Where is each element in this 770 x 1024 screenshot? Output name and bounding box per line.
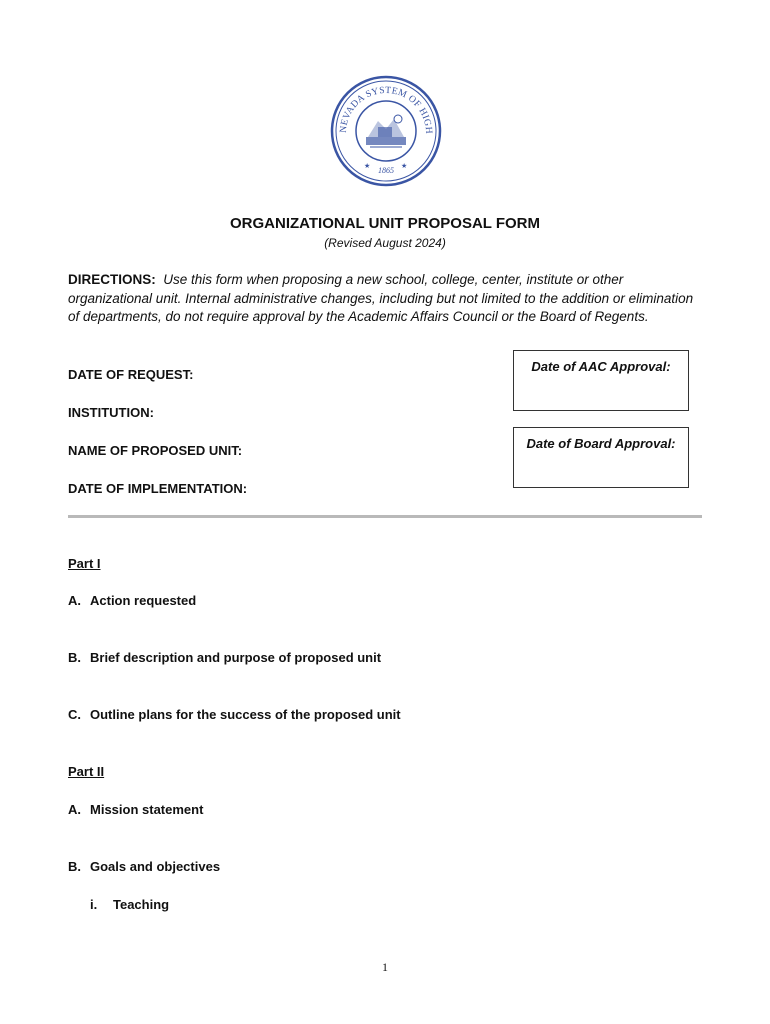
- date-of-implementation-label: DATE OF IMPLEMENTATION:: [68, 481, 248, 496]
- part-2-item-a: [68, 802, 203, 817]
- institution-label: INSTITUTION:: [68, 405, 154, 420]
- svg-text:★: ★: [401, 163, 408, 170]
- seal-year: 1865: [378, 166, 394, 175]
- subitem-number: i.: [90, 897, 98, 912]
- item-number: B.: [68, 859, 81, 874]
- item-label: Outline plans for the success of the proposed unit: [90, 707, 401, 722]
- svg-text:★: ★: [364, 163, 371, 170]
- part-1-item-c: [68, 707, 401, 722]
- seal-graphic: [330, 75, 442, 187]
- form-title: ORGANIZATIONAL UNIT PROPOSAL FORM: [230, 215, 540, 232]
- part-2-subitem-teaching: [90, 897, 169, 912]
- nshe-seal: [330, 75, 442, 187]
- directions-text: Use this form when proposing a new school, college, center, institute or other organizational unit. Internal administrative changes, including but not limited to the addition or elimination of departments, do not require approval by the Academic Affairs Council or the Board of Regents.: [68, 272, 694, 324]
- seal-ring-text: NEVADA SYSTEM OF HIGH: [337, 84, 435, 135]
- item-number: C.: [68, 707, 81, 722]
- part-1-item-a: [68, 593, 196, 608]
- item-number: A.: [68, 593, 81, 608]
- directions-label: DIRECTIONS:: [68, 272, 156, 287]
- part-2-item-b: [68, 859, 220, 874]
- name-of-unit-label: NAME OF PROPOSED UNIT:: [68, 443, 243, 458]
- part-1-heading: Part I: [68, 556, 101, 571]
- board-approval-label: Date of Board Approval:: [526, 436, 676, 451]
- item-label: Goals and objectives: [90, 859, 221, 874]
- part-1-item-b: [68, 650, 381, 665]
- revised-date: (Revised August 2024): [324, 236, 446, 250]
- part-2-heading: Part II: [68, 764, 105, 779]
- item-label: Mission statement: [90, 802, 204, 817]
- item-label: Action requested: [90, 593, 197, 608]
- subitem-label: Teaching: [113, 897, 170, 912]
- page-number: 1: [382, 960, 388, 974]
- board-approval-box[interactable]: [513, 427, 689, 488]
- aac-approval-box[interactable]: [513, 350, 689, 411]
- date-of-request-label: DATE OF REQUEST:: [68, 367, 194, 382]
- directions: [68, 271, 700, 327]
- divider: [68, 515, 702, 518]
- item-number: B.: [68, 650, 81, 665]
- item-number: A.: [68, 802, 81, 817]
- aac-approval-label: Date of AAC Approval:: [531, 359, 671, 374]
- item-label: Brief description and purpose of proposed unit: [90, 650, 382, 665]
